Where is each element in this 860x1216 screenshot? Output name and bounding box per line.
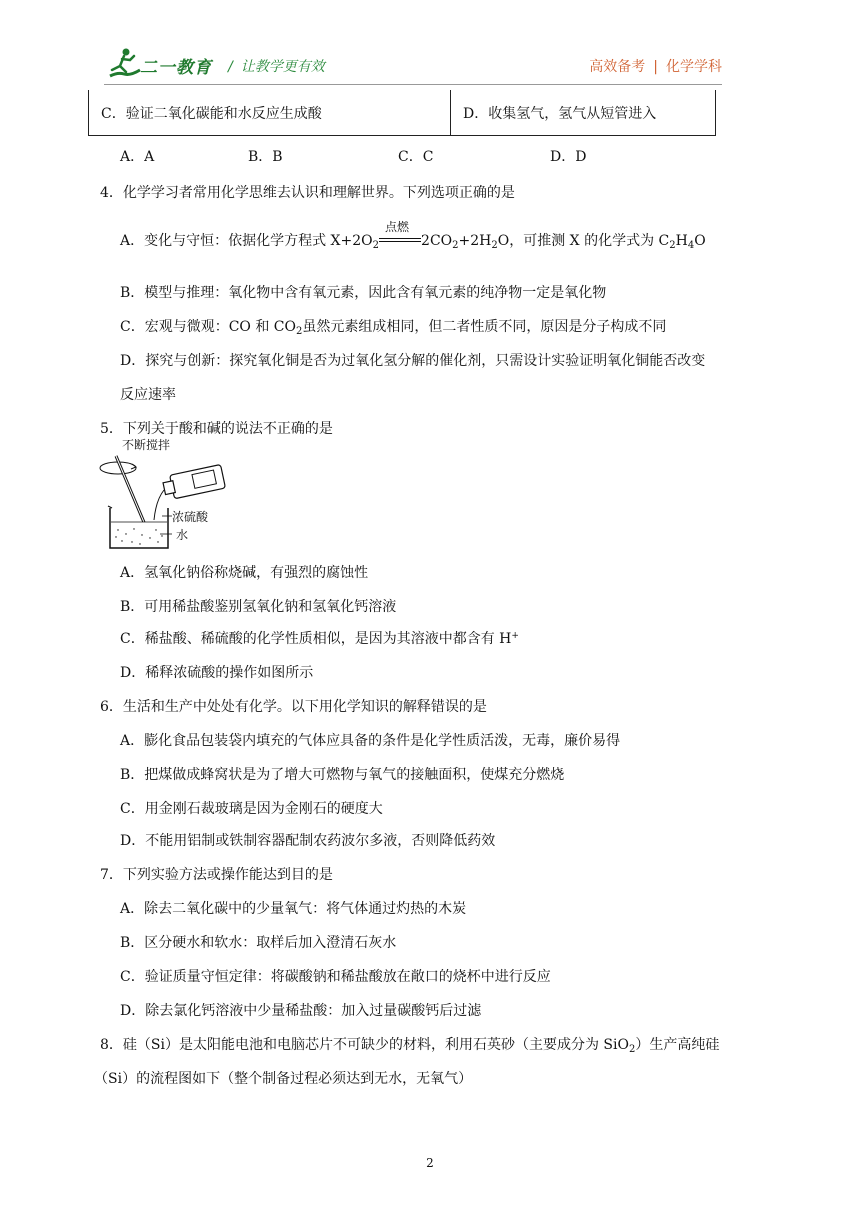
- page-header: [104, 46, 722, 86]
- subject-tag: [589, 56, 722, 76]
- q3-choices: [120, 146, 720, 166]
- q4-option-b: B．模型与推理：氧化物中含有氧元素，因此含有氧元素的纯净物一定是氧化物: [120, 285, 607, 301]
- header-divider: [104, 84, 722, 85]
- q4-option-a: A．变化与守恒：依据化学方程式 $X+2O_2$ 点燃 $2CO_2+2H_2O$，可推测 X 的化学式为 $C_2H_4O$: [120, 220, 706, 251]
- q6-option-b: B．把煤做成蜂窝状是为了增大可燃物与氧气的接触面积，使煤充分燃烧: [120, 767, 565, 783]
- q8-stem-line2: （Si）的流程图如下（整个制备过程必须达到无水，无氧气）: [94, 1071, 473, 1087]
- q6-stem: 6．生活和生产中处处有化学。以下用化学知识的解释错误的是: [100, 699, 487, 715]
- subject-tag-left: 高效备考: [589, 59, 646, 75]
- logo-text: 二一教育: [140, 58, 212, 78]
- subject-tag-right: 化学学科: [666, 59, 722, 75]
- page-number: 2: [426, 1156, 434, 1170]
- q4-option-c: C．宏观与微观：CO 和 $CO_2$虽然元素组成相同，但二者性质不同，原因是分子构成不同: [120, 319, 667, 337]
- q6-option-a: A．膨化食品包装袋内填充的气体应具备的条件是化学性质活泼，无毒，廉价易得: [120, 733, 621, 749]
- q3-choice-d: D．D: [550, 149, 587, 165]
- table-cell-d: D．收集氢气，氢气从短管进入: [463, 105, 657, 122]
- logo: [104, 46, 216, 82]
- figure-label-water: 水: [176, 528, 189, 542]
- q3-choice-b: B．B: [248, 149, 283, 165]
- q6-option-c: C．用金刚石裁玻璃是因为金刚石的硬度大: [120, 801, 383, 817]
- slogan-text: 让教学更有效: [240, 59, 325, 75]
- q4-stem: 4．化学学习者常用化学思维去认识和理解世界。下列选项正确的是: [100, 185, 515, 201]
- slogan-separator: /: [228, 59, 233, 75]
- q5-option-c: C．稀盐酸、稀硫酸的化学性质相似，是因为其溶液中都含有 H+: [120, 631, 519, 647]
- q3-choice-c: C．C: [398, 149, 434, 165]
- figure-label-stir: 不断搅拌: [122, 438, 171, 452]
- dilution-figure: [96, 438, 232, 552]
- q5-option-a: A．氢氧化钠俗称烧碱，有强烈的腐蚀性: [120, 565, 369, 581]
- q5-stem: 5．下列关于酸和碱的说法不正确的是: [100, 421, 333, 437]
- table-cell-c: C．验证二氧化碳能和水反应生成酸: [89, 90, 451, 135]
- q5-option-b: B．可用稀盐酸鉴别氢氧化钠和氢氧化钙溶液: [120, 599, 397, 615]
- q4-option-d-line1: D．探究与创新：探究氧化铜是否为过氧化氢分解的催化剂，只需设计实验证明氧化铜能否改变: [120, 353, 706, 369]
- q3-choice-a: A．A: [120, 149, 155, 165]
- q4-option-d-line2: 反应速率: [120, 387, 176, 403]
- figure-label-acid: 浓硫酸: [172, 510, 209, 524]
- q6-option-d: D．不能用铝制或铁制容器配制农药波尔多液，否则降低药效: [120, 833, 496, 849]
- q7-option-a: A．除去二氧化碳中的少量氧气：将气体通过灼热的木炭: [120, 901, 467, 917]
- options-table: [88, 90, 716, 136]
- q7-option-c: C．验证质量守恒定律：将碳酸钠和稀盐酸放在敞口的烧杯中进行反应: [120, 969, 551, 985]
- q5-option-d: D．稀释浓硫酸的操作如图所示: [120, 665, 314, 681]
- q7-option-d: D．除去氯化钙溶液中少量稀盐酸：加入过量碳酸钙后过滤: [120, 1003, 482, 1019]
- slogan: [228, 56, 325, 76]
- q7-stem: 7．下列实验方法或操作能达到目的是: [100, 867, 333, 883]
- q8-stem-line1: 8．硅（Si）是太阳能电池和电脑芯片不可缺少的材料，利用石英砂（主要成分为 SiO$_2$）生产高纯硅: [100, 1037, 720, 1055]
- reaction-condition-arrow: 点燃: [379, 234, 421, 248]
- subject-tag-separator: |: [653, 59, 658, 75]
- q7-option-b: B．区分硬水和软水：取样后加入澄清石灰水: [120, 935, 397, 951]
- beaker-diagram-icon: [96, 438, 232, 552]
- runner-logo-icon: [104, 46, 144, 82]
